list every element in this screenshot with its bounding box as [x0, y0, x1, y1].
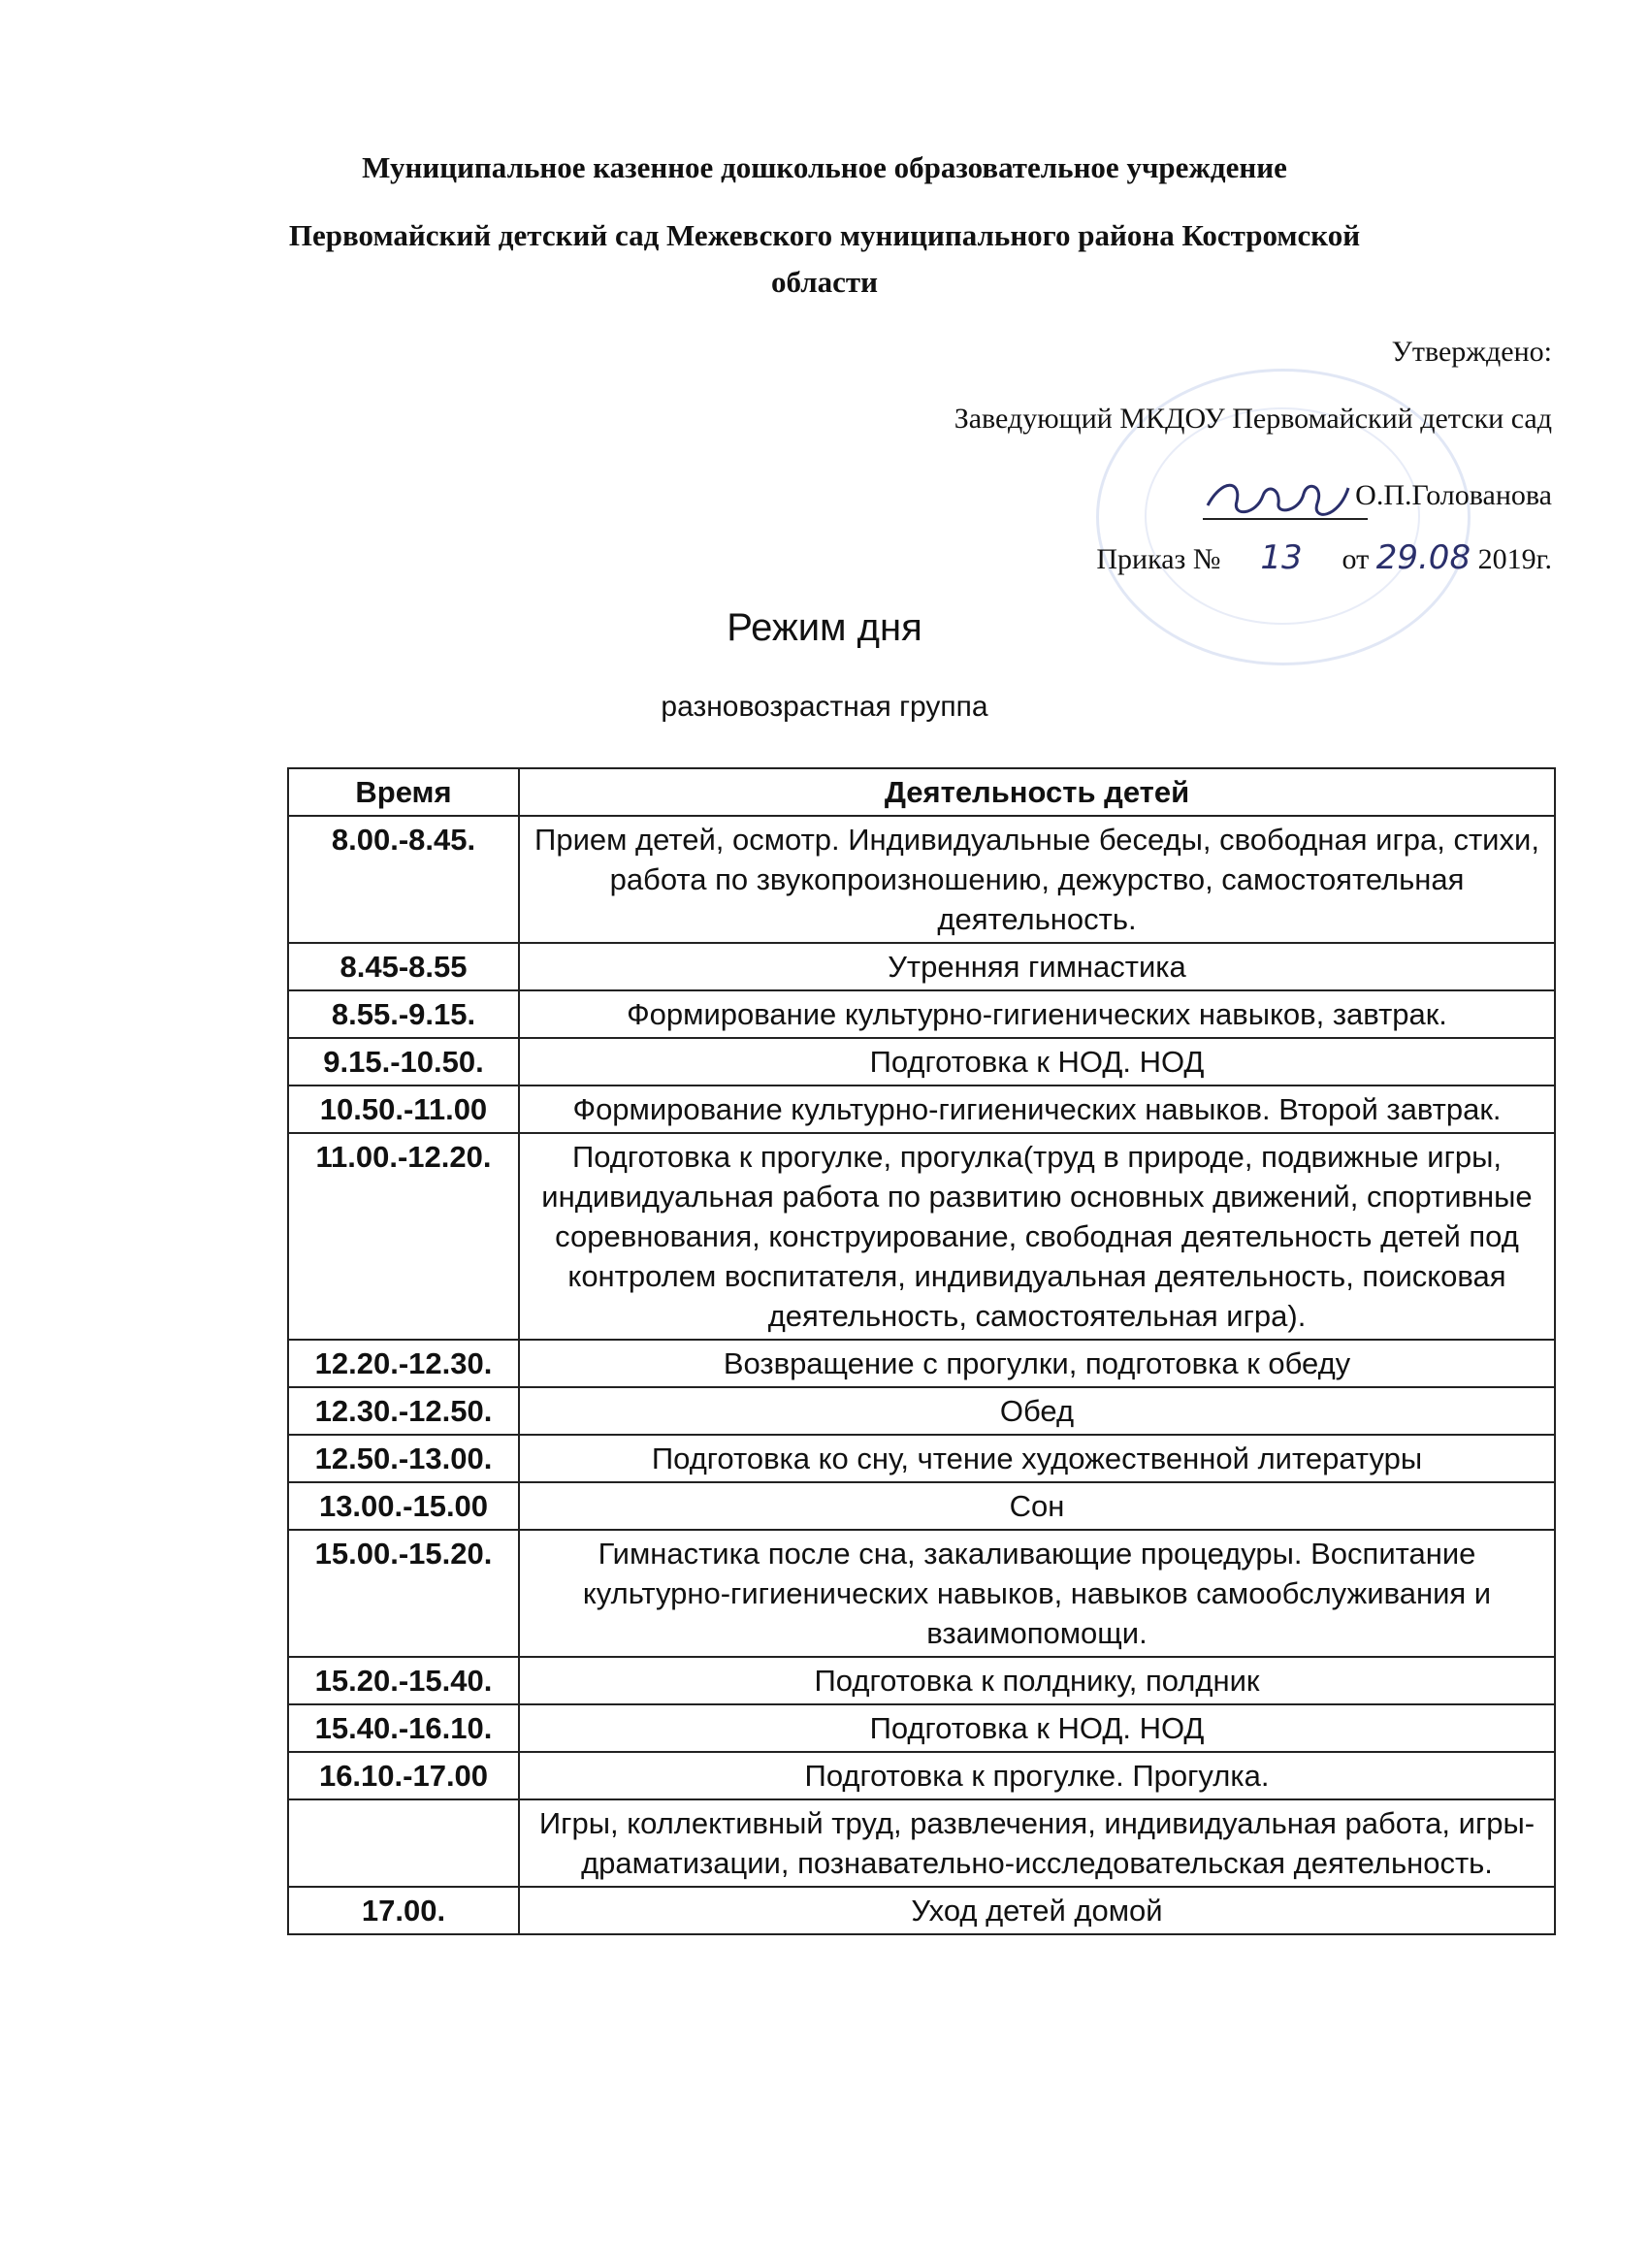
- row-time: 8.55.-9.15.: [288, 990, 519, 1038]
- row-activity: Гимнастика после сна, закаливающие процедуры. Воспитание культурно-гигиенических навыков, навыков самообслуживания и взаимопомощи.: [519, 1530, 1555, 1657]
- table-row: [288, 1752, 1555, 1799]
- row-activity: Возвращение с прогулки, подготовка к обеду: [519, 1340, 1555, 1387]
- order-line: [1096, 538, 1552, 579]
- row-activity: Прием детей, осмотр. Индивидуальные беседы, свободная игра, стихи, работа по звукопроизношению, дежурство, самостоятельная деятельность.: [519, 816, 1555, 943]
- table-row: [288, 816, 1555, 943]
- row-time: 17.00.: [288, 1887, 519, 1934]
- table-row: [288, 1704, 1555, 1752]
- org-name-line3: области: [771, 265, 878, 299]
- header-activity: Деятельность детей: [519, 768, 1555, 816]
- row-time: 9.15.-10.50.: [288, 1038, 519, 1085]
- row-time: 15.40.-16.10.: [288, 1704, 519, 1752]
- row-activity: Обед: [519, 1387, 1555, 1435]
- row-time: 13.00.-15.00: [288, 1482, 519, 1530]
- order-number: 13: [1260, 538, 1303, 577]
- order-year: 2019г.: [1477, 543, 1552, 575]
- table-row: [288, 1387, 1555, 1435]
- table-row: [288, 943, 1555, 990]
- signature-scribble: [1203, 469, 1368, 527]
- approved-label: Утверждено:: [1391, 336, 1552, 368]
- row-time: 16.10.-17.00: [288, 1752, 519, 1799]
- date-prefix: от: [1342, 543, 1370, 575]
- row-time: 12.50.-13.00.: [288, 1435, 519, 1482]
- row-activity: Подготовка к прогулке. Прогулка.: [519, 1752, 1555, 1799]
- row-time: 12.20.-12.30.: [288, 1340, 519, 1387]
- row-activity: Подготовка к НОД. НОД: [519, 1704, 1555, 1752]
- table-row: [288, 1085, 1555, 1133]
- row-activity: Утренняя гимнастика: [519, 943, 1555, 990]
- table-row: [288, 1887, 1555, 1934]
- approver-position: Заведующий МКДОУ Первомайский детски сад: [954, 403, 1552, 435]
- org-name-line2: Первомайский детский сад Межевского муниципального района Костромской: [288, 218, 1361, 252]
- row-activity: Уход детей домой: [519, 1887, 1555, 1934]
- table-row: [288, 1038, 1555, 1085]
- row-time: 8.00.-8.45.: [288, 816, 519, 943]
- row-activity: Игры, коллективный труд, развлечения, индивидуальная работа, игры-драматизации, познавательно-исследовательская деятельность.: [519, 1799, 1555, 1887]
- table-row: [288, 1435, 1555, 1482]
- row-time: 15.00.-15.20.: [288, 1530, 519, 1657]
- row-time: 11.00.-12.20.: [288, 1133, 519, 1340]
- row-time: 8.45-8.55: [288, 943, 519, 990]
- row-activity: Формирование культурно-гигиенических навыков. Второй завтрак.: [519, 1085, 1555, 1133]
- page-title: Режим дня: [727, 606, 922, 649]
- row-activity: Подготовка ко сну, чтение художественной литературы: [519, 1435, 1555, 1482]
- schedule-table: [287, 767, 1556, 1935]
- table-row: [288, 1657, 1555, 1704]
- row-time: [288, 1799, 519, 1887]
- table-row: [288, 1799, 1555, 1887]
- table-row: [288, 1530, 1555, 1657]
- signer-name: О.П.Голованова: [1355, 478, 1552, 511]
- page-subtitle: разновозрастная группа: [661, 691, 988, 723]
- row-time: 15.20.-15.40.: [288, 1657, 519, 1704]
- row-activity: Сон: [519, 1482, 1555, 1530]
- order-date: 29.08: [1375, 538, 1471, 577]
- row-activity: Подготовка к полднику, полдник: [519, 1657, 1555, 1704]
- row-time: 12.30.-12.50.: [288, 1387, 519, 1435]
- table-header-row: [288, 768, 1555, 816]
- row-time: 10.50.-11.00: [288, 1085, 519, 1133]
- org-name-line1: Муниципальное казенное дошкольное образовательное учреждение: [362, 150, 1287, 184]
- row-activity: Формирование культурно-гигиенических навыков, завтрак.: [519, 990, 1555, 1038]
- table-row: [288, 1133, 1555, 1340]
- table-row: [288, 1482, 1555, 1530]
- order-prefix: Приказ №: [1096, 543, 1221, 575]
- row-activity: Подготовка к НОД. НОД: [519, 1038, 1555, 1085]
- signature-line: [1203, 469, 1552, 527]
- table-row: [288, 1340, 1555, 1387]
- header-time: Время: [288, 768, 519, 816]
- table-row: [288, 990, 1555, 1038]
- row-activity: Подготовка к прогулке, прогулка(труд в природе, подвижные игры, индивидуальная работа по развитию основных движений, спортивные соревнования, конструирование, свободная деятельность детей под контролем воспитателя, индивидуальная деятельность, поисковая деятельность, самостоятельная игра).: [519, 1133, 1555, 1340]
